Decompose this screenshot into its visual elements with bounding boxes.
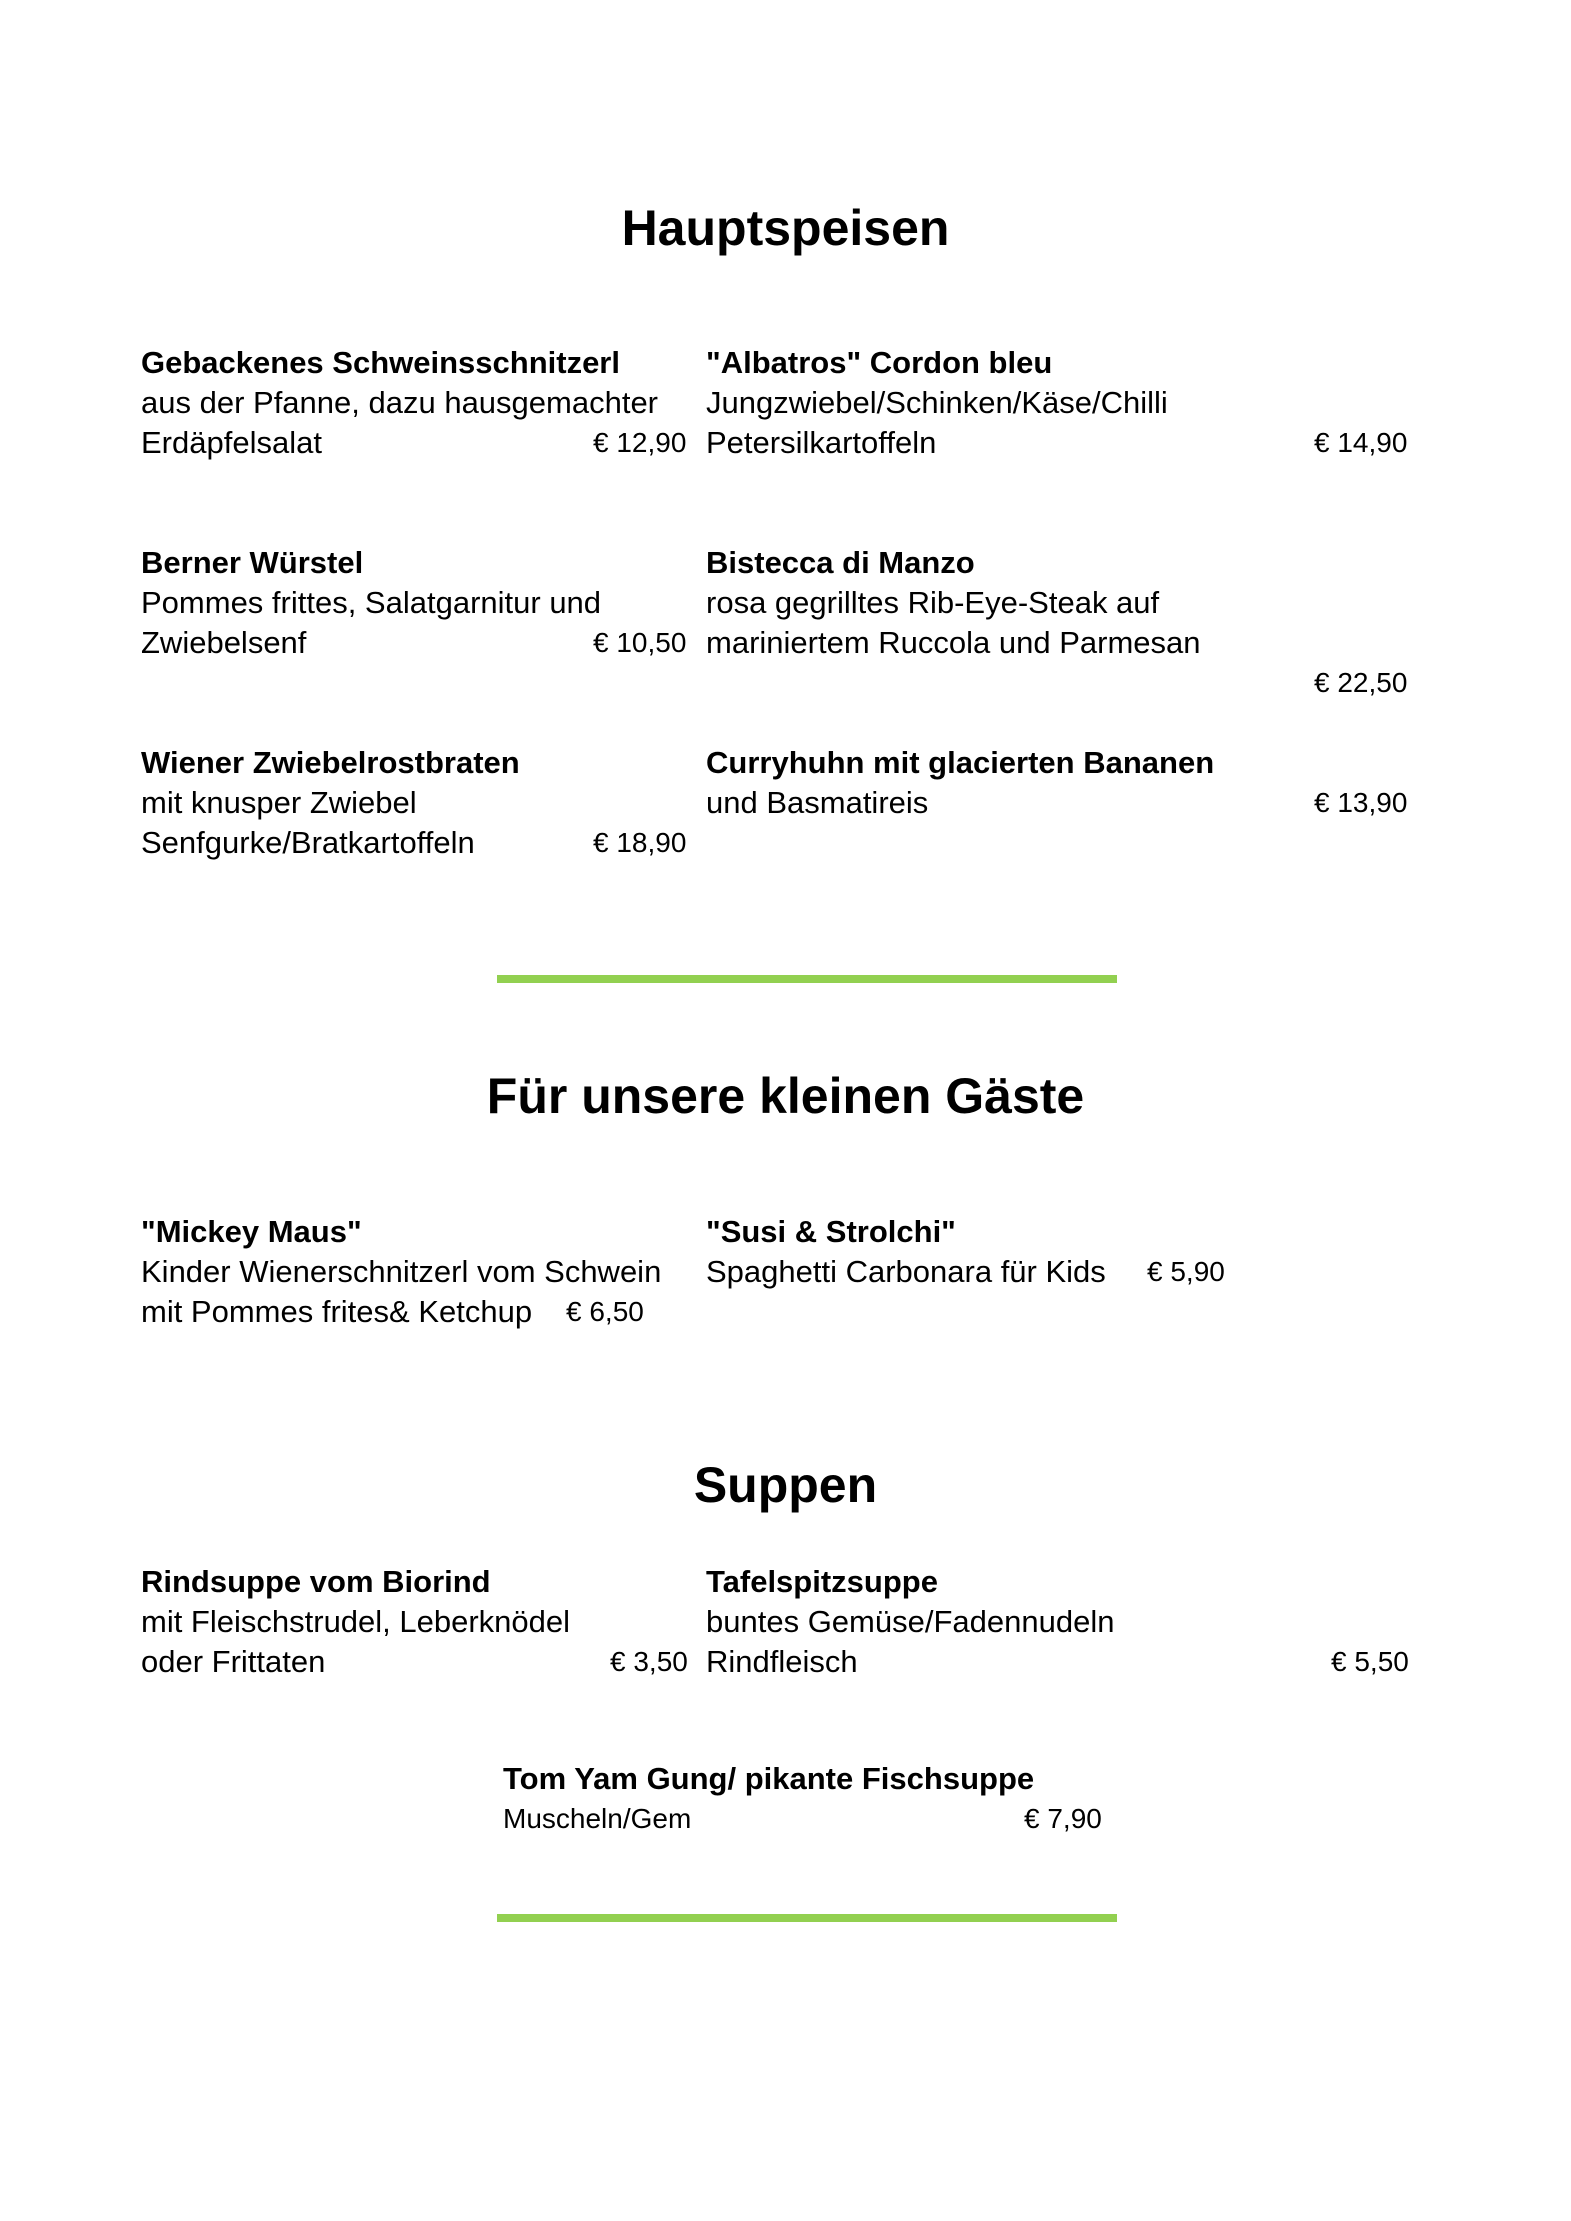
section-title-hauptspeisen: Hauptspeisen	[621, 200, 950, 256]
section-title-suppen: Suppen	[693, 1457, 878, 1513]
item-name: "Albatros" Cordon bleu	[706, 345, 1053, 380]
item-price: € 18,90	[593, 827, 687, 858]
item-description: mit Pommes frites& Ketchup	[141, 1294, 533, 1329]
item-price: € 5,90	[1147, 1256, 1225, 1287]
item-name: Berner Würstel	[141, 545, 364, 580]
menu-item-berner-wuerstel	[141, 543, 601, 663]
item-name: "Susi & Strolchi"	[706, 1214, 956, 1249]
item-price: € 6,50	[566, 1296, 644, 1327]
item-description: Petersilkartoffeln	[706, 425, 937, 460]
menu-item-susi-strolchi	[706, 1212, 1106, 1292]
item-price: € 7,90	[1024, 1803, 1102, 1834]
item-price: € 13,90	[1314, 787, 1408, 818]
item-description: Rindfleisch	[706, 1644, 858, 1679]
item-price: € 12,90	[593, 427, 687, 458]
section-divider	[497, 975, 1117, 983]
item-description: mit knusper Zwiebel	[141, 785, 417, 820]
menu-item-tom-yam-gung	[503, 1759, 1034, 1839]
item-description: Jungzwiebel/Schinken/Käse/Chilli	[706, 385, 1168, 420]
item-name: Tom Yam Gung/ pikante Fischsuppe	[503, 1761, 1035, 1796]
item-description: Spaghetti Carbonara für Kids	[706, 1254, 1106, 1289]
item-description: und Basmatireis	[706, 785, 929, 820]
item-name: Curryhuhn mit glacierten Bananen	[706, 745, 1215, 780]
item-description: Pommes frittes, Salatgarnitur und	[141, 585, 602, 620]
item-description: mit Fleischstrudel, Leberknödel	[141, 1604, 571, 1639]
item-price: € 14,90	[1314, 427, 1408, 458]
section-divider	[497, 1914, 1117, 1922]
item-description: Muscheln/Gem	[503, 1803, 692, 1834]
menu-item-curryhuhn	[706, 743, 1214, 823]
item-name: Bistecca di Manzo	[706, 545, 975, 580]
section-title-kids: Für unsere kleinen Gäste	[486, 1068, 1085, 1124]
menu-item-rindsuppe	[141, 1562, 570, 1682]
item-name: Gebackenes Schweinsschnitzerl	[141, 345, 620, 380]
item-description: mariniertem Ruccola und Parmesan	[706, 625, 1201, 660]
item-description: Kinder Wienerschnitzerl vom Schwein	[141, 1254, 662, 1289]
menu-item-bistecca	[706, 543, 1201, 663]
menu-item-zwiebelrostbraten	[141, 743, 520, 863]
item-description: Erdäpfelsalat	[141, 425, 322, 460]
item-description: buntes Gemüse/Fadennudeln	[706, 1604, 1115, 1639]
item-description: oder Frittaten	[141, 1644, 326, 1679]
item-description: Zwiebelsenf	[141, 625, 307, 660]
item-name: Rindsuppe vom Biorind	[141, 1564, 491, 1599]
item-description: aus der Pfanne, dazu hausgemachter	[141, 385, 659, 420]
menu-item-cordon-bleu	[706, 343, 1168, 463]
item-name: "Mickey Maus"	[141, 1214, 362, 1249]
item-price: € 10,50	[593, 627, 687, 658]
item-description: Senfgurke/Bratkartoffeln	[141, 825, 475, 860]
item-price: € 5,50	[1331, 1646, 1409, 1677]
item-price: € 3,50	[610, 1646, 688, 1677]
menu-item-tafelspitzsuppe	[706, 1562, 1114, 1682]
item-description: rosa gegrilltes Rib-Eye-Steak auf	[706, 585, 1160, 620]
menu-item-schweinsschnitzerl	[141, 343, 658, 463]
item-price: € 22,50	[1314, 667, 1408, 698]
item-name: Tafelspitzsuppe	[706, 1564, 938, 1599]
item-name: Wiener Zwiebelrostbraten	[141, 745, 520, 780]
